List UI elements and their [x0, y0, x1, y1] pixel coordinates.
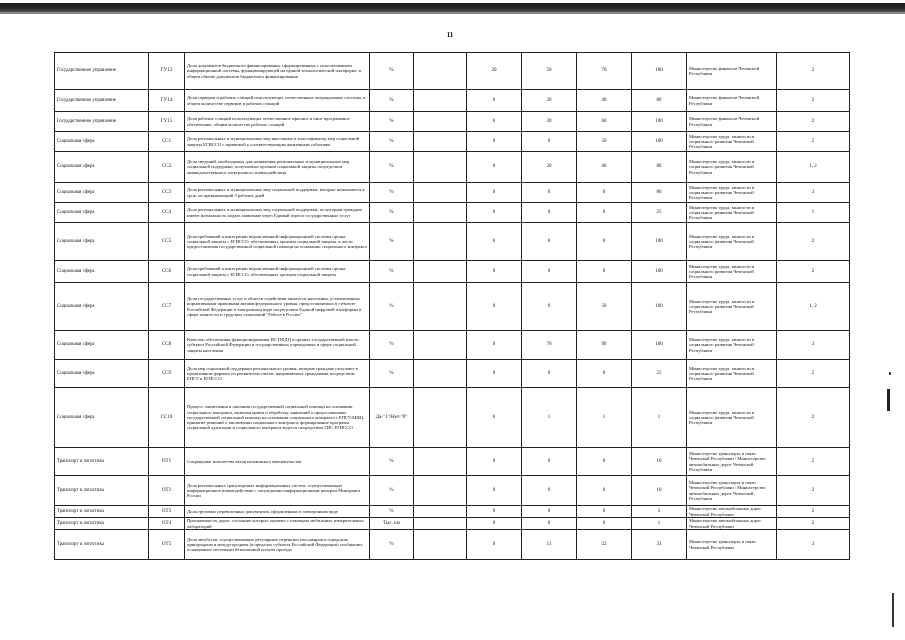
priority-cell: 1, 2: [777, 283, 850, 331]
value-2024-cell: 1: [577, 388, 632, 448]
description-cell: Доля серверов и рабочих станций использующих отечественные операционные системы, в общем количестве серверов и рабочих станций: [185, 90, 370, 112]
unit-cell: %: [370, 448, 414, 476]
description-cell: Доля автобусов, осуществляющих регулярные перевозки пассажиров в городском, пригородном и междугороднем (в пределах субъекта Российской Федерации) сообщении, оснащенных системами безналичной оплаты проезда: [185, 530, 370, 560]
value-2023-cell: 11: [522, 530, 577, 560]
table-row: [55, 112, 850, 132]
base-value-cell: [414, 90, 467, 112]
table-row: [55, 476, 850, 506]
base-value-cell: [414, 506, 467, 518]
value-2024-cell: 0: [577, 360, 632, 388]
sector-cell: Социальная сфера: [55, 360, 149, 388]
table-row: [55, 90, 850, 112]
value-2024-cell: 0: [577, 183, 632, 203]
table-row: [55, 448, 850, 476]
ministry-cell: Министерство финансов Чеченской Республики: [687, 112, 777, 132]
table-row: [55, 261, 850, 283]
ministry-cell: Министерство труда, занятости и социального развития Чеченской Республики: [687, 132, 777, 152]
table-body: [55, 53, 850, 560]
priority-cell: 2: [777, 388, 850, 448]
value-2030-cell: 25: [632, 360, 687, 388]
value-2022-cell: 0: [467, 261, 522, 283]
ministry-cell: Министерство труда, занятости и социального развития Чеченской Республики: [687, 388, 777, 448]
value-2023-cell: 50: [522, 53, 577, 90]
value-2024-cell: 0: [577, 223, 632, 261]
description-cell: Доля требований к интеграции ведомственной информационной системы органа социальной защиты с ЕГИССО, обеспеченных органом социальной защиты: [185, 261, 370, 283]
sector-cell: Социальная сфера: [55, 388, 149, 448]
value-2022-cell: 0: [467, 388, 522, 448]
code-cell: ГУ13: [149, 53, 185, 90]
table-row: [55, 506, 850, 518]
table-row: [55, 388, 850, 448]
base-value-cell: [414, 476, 467, 506]
code-cell: ОТ2: [149, 476, 185, 506]
priority-cell: 2: [777, 261, 850, 283]
sector-cell: Социальная сфера: [55, 283, 149, 331]
value-2024-cell: 22: [577, 530, 632, 560]
value-2024-cell: 0: [577, 448, 632, 476]
unit-cell: %: [370, 112, 414, 132]
ministry-cell: Министерство труда, занятости и социального развития Чеченской Республики: [687, 261, 777, 283]
value-2023-cell: 20: [522, 90, 577, 112]
description-cell: Доля требований к интеграции ведомственной информационной системы органа социальной защиты с ЕГИССО, обеспеченных органом социальной защиты, в части предоставления государственной социальной помощи на основании социального контракта: [185, 223, 370, 261]
code-cell: СС7: [149, 283, 185, 331]
description-cell: Протяженность дорог, состояние которых оценено с помощью мобильных измерительных лабораторий: [185, 518, 370, 530]
description-cell: Доля сведений, необходимых для назначения региональных и муниципальных мер социальной поддержки, получаемых органом социальной защиты посредством межведомственного электронного взаимодействия: [185, 152, 370, 183]
table-row: [55, 183, 850, 203]
priority-cell: 2: [777, 360, 850, 388]
ministry-cell: Министерство труда, занятости и социального развития Чеченской Республики: [687, 152, 777, 183]
value-2022-cell: 0: [467, 518, 522, 530]
priority-cell: 2: [777, 90, 850, 112]
unit-cell: %: [370, 90, 414, 112]
value-2024-cell: 60: [577, 112, 632, 132]
value-2023-cell: 20: [522, 112, 577, 132]
value-2024-cell: 0: [577, 518, 632, 530]
value-2030-cell: 100: [632, 53, 687, 90]
description-cell: Доля региональных и муниципальных мер социальной поддержки, по которым граждане имеют возможность подать заявление через Единый портал государственных услуг: [185, 203, 370, 223]
table-row: [55, 53, 850, 90]
value-2024-cell: 0: [577, 261, 632, 283]
unit-cell: %: [370, 261, 414, 283]
value-2024-cell: 0: [577, 506, 632, 518]
scan-top-border-shadow: [0, 12, 905, 14]
unit-cell: %: [370, 476, 414, 506]
base-value-cell: [414, 518, 467, 530]
unit-cell: %: [370, 283, 414, 331]
ministry-cell: Министерство труда, занятости и социального развития Чеченской Республики: [687, 331, 777, 360]
value-2030-cell: 1: [632, 388, 687, 448]
base-value-cell: [414, 331, 467, 360]
table-row: [55, 518, 850, 530]
unit-cell: %: [370, 360, 414, 388]
value-2024-cell: 50: [577, 132, 632, 152]
table-row: [55, 203, 850, 223]
value-2030-cell: 25: [632, 203, 687, 223]
sector-cell: Государственное управление: [55, 112, 149, 132]
table-row: [55, 360, 850, 388]
priority-cell: 2: [777, 448, 850, 476]
value-2023-cell: 0: [522, 132, 577, 152]
scan-edge-mark: [889, 372, 891, 375]
sector-cell: Транспорт и логистика: [55, 518, 149, 530]
value-2022-cell: 0: [467, 283, 522, 331]
scan-top-border: [0, 3, 905, 12]
value-2030-cell: 33: [632, 530, 687, 560]
ministry-cell: Министерство труда, занятости и социального развития Чеченской Республики: [687, 283, 777, 331]
sector-cell: Транспорт и логистика: [55, 506, 149, 518]
base-value-cell: [414, 152, 467, 183]
code-cell: СС9: [149, 360, 185, 388]
ministry-cell: Министерство транспорта и связи Чеченской Республики: [687, 530, 777, 560]
value-2023-cell: 0: [522, 360, 577, 388]
value-2022-cell: 0: [467, 530, 522, 560]
sector-cell: Социальная сфера: [55, 132, 149, 152]
code-cell: ОТ1: [149, 448, 185, 476]
description-cell: Доля документов бюджетного финансирования, сформированных с использованием информационной системы, функционирующей на единой технологической платформе, в общем объеме документов бюджетного финансирования: [185, 53, 370, 90]
value-2024-cell: 90: [577, 331, 632, 360]
unit-cell: %: [370, 331, 414, 360]
value-2023-cell: 0: [522, 283, 577, 331]
ministry-cell: Министерство транспорта и связи Чеченской Республики / Министерство автомобильных дорог Чеченской Республики: [687, 448, 777, 476]
value-2030-cell: 100: [632, 261, 687, 283]
code-cell: СС1: [149, 132, 185, 152]
unit-cell: %: [370, 53, 414, 90]
value-2022-cell: 0: [467, 203, 522, 223]
value-2030-cell: 100: [632, 331, 687, 360]
description-cell: Сокращение количества актов незаконного вмешательства: [185, 448, 370, 476]
table-row: [55, 283, 850, 331]
value-2030-cell: 5: [632, 506, 687, 518]
ministry-cell: Министерство автомобильных дорог Чеченской Республики: [687, 506, 777, 518]
value-2023-cell: 0: [522, 448, 577, 476]
code-cell: СС8: [149, 331, 185, 360]
priority-cell: 2: [777, 331, 850, 360]
table-row: [55, 331, 850, 360]
sector-cell: Социальная сфера: [55, 223, 149, 261]
value-2022-cell: 0: [467, 476, 522, 506]
description-cell: Доля региональных и муниципальных мер внесенных в классификатор мер социальной защиты ЕГИССО с привязкой к соответствующим жизненным событиям: [185, 132, 370, 152]
description-cell: Доля рабочих станций использующих отечественное офисное и иное программное обеспечение, общим количестве рабочих станций: [185, 112, 370, 132]
priority-cell: 2: [777, 112, 850, 132]
value-2030-cell: 80: [632, 90, 687, 112]
value-2023-cell: 0: [522, 203, 577, 223]
code-cell: ОТ5: [149, 530, 185, 560]
table-row: [55, 223, 850, 261]
sector-cell: Социальная сфера: [55, 183, 149, 203]
ministry-cell: Министерство финансов Чеченской Республики: [687, 53, 777, 90]
sector-cell: Социальная сфера: [55, 261, 149, 283]
description-cell: Доля государственных услуг в области содействия занятости населения, установленных нормативными правовыми актами федерального уровня, предоставляемых в субъекте Российской Федерации в электронном виде посредством Единой цифровой платформы в сфере занятости и трудовых отношений "Работа в России": [185, 283, 370, 331]
sector-cell: Государственное управление: [55, 53, 149, 90]
value-2022-cell: 0: [467, 90, 522, 112]
base-value-cell: [414, 183, 467, 203]
value-2024-cell: 0: [577, 476, 632, 506]
base-value-cell: [414, 530, 467, 560]
value-2022-cell: 0: [467, 360, 522, 388]
value-2030-cell: 10: [632, 476, 687, 506]
value-2024-cell: 0: [577, 203, 632, 223]
value-2022-cell: 0: [467, 223, 522, 261]
value-2030-cell: 100: [632, 223, 687, 261]
base-value-cell: [414, 203, 467, 223]
unit-cell: %: [370, 203, 414, 223]
value-2023-cell: 0: [522, 506, 577, 518]
description-cell: Доля региональных и муниципальных мер социальной поддержки, которые назначаются в срок, не превышающий 5 рабочих дней: [185, 183, 370, 203]
ministry-cell: Министерство труда, занятости и социального развития Чеченской Республики: [687, 360, 777, 388]
value-2024-cell: 70: [577, 53, 632, 90]
ministry-cell: Министерство транспорта и связи Чеченской Республики / Министерство автомобильных дорог Чеченской Республики: [687, 476, 777, 506]
value-2030-cell: 100: [632, 132, 687, 152]
unit-cell: %: [370, 152, 414, 183]
value-2022-cell: 0: [467, 112, 522, 132]
base-value-cell: [414, 112, 467, 132]
value-2024-cell: 40: [577, 90, 632, 112]
priority-cell: 2: [777, 223, 850, 261]
code-cell: ГУ15: [149, 112, 185, 132]
unit-cell: %: [370, 132, 414, 152]
unit-cell: Тыс. км: [370, 518, 414, 530]
priority-cell: 2: [777, 506, 850, 518]
ministry-cell: Министерство финансов Чеченской Республики: [687, 90, 777, 112]
table-row: [55, 530, 850, 560]
base-value-cell: [414, 261, 467, 283]
code-cell: СС5: [149, 223, 185, 261]
value-2030-cell: 10: [632, 448, 687, 476]
code-cell: СС3: [149, 183, 185, 203]
code-cell: СС4: [149, 203, 185, 223]
sector-cell: Социальная сфера: [55, 331, 149, 360]
value-2023-cell: 0: [522, 183, 577, 203]
base-value-cell: [414, 448, 467, 476]
priority-cell: 2: [777, 132, 850, 152]
sector-cell: Социальная сфера: [55, 152, 149, 183]
ministry-cell: Министерство труда, занятости и социального развития Чеченской Республики: [687, 203, 777, 223]
base-value-cell: [414, 53, 467, 90]
value-2024-cell: 50: [577, 283, 632, 331]
description-cell: Доля региональных транспортных информационных систем, осуществляющих информационное взаимодействие с ситуационно-информационным центром Минтранса России: [185, 476, 370, 506]
sector-cell: Государственное управление: [55, 90, 149, 112]
value-2023-cell: 0: [522, 476, 577, 506]
value-2022-cell: 0: [467, 506, 522, 518]
value-2024-cell: 40: [577, 152, 632, 183]
base-value-cell: [414, 388, 467, 448]
code-cell: СС2: [149, 152, 185, 183]
value-2023-cell: 1: [522, 388, 577, 448]
value-2023-cell: 70: [522, 331, 577, 360]
value-2022-cell: 0: [467, 331, 522, 360]
priority-cell: 2: [777, 476, 850, 506]
code-cell: СС6: [149, 261, 185, 283]
value-2030-cell: 80: [632, 183, 687, 203]
description-cell: Доля мер социальной поддержки регионального уровня, которые граждане получают в проактивном формате по реквизитам счетов, направляемых гражданами посредством ЕПГУ в ЕГИССО: [185, 360, 370, 388]
code-cell: ГУ14: [149, 90, 185, 112]
scan-edge-mark: [887, 389, 890, 411]
base-value-cell: [414, 283, 467, 331]
unit-cell: %: [370, 183, 414, 203]
base-value-cell: [414, 223, 467, 261]
priority-cell: 2: [777, 518, 850, 530]
value-2030-cell: 100: [632, 112, 687, 132]
value-2023-cell: 0: [522, 518, 577, 530]
sector-cell: Транспорт и логистика: [55, 530, 149, 560]
priority-cell: 2: [777, 183, 850, 203]
value-2030-cell: 100: [632, 283, 687, 331]
unit-cell: %: [370, 223, 414, 261]
priority-cell: 1, 2: [777, 152, 850, 183]
value-2022-cell: 0: [467, 132, 522, 152]
value-2022-cell: 0: [467, 183, 522, 203]
sector-cell: Социальная сфера: [55, 203, 149, 223]
value-2023-cell: 0: [522, 261, 577, 283]
sector-cell: Транспорт и логистика: [55, 476, 149, 506]
value-2030-cell: 1: [632, 518, 687, 530]
description-cell: Доля грузовых перевозочных документов, оформленных в электронном виде: [185, 506, 370, 518]
value-2023-cell: 0: [522, 223, 577, 261]
code-cell: ОТ3: [149, 506, 185, 518]
unit-cell: %: [370, 506, 414, 518]
value-2022-cell: 20: [467, 53, 522, 90]
unit-cell: Да-"1"/Нет-"0": [370, 388, 414, 448]
ministry-cell: Министерство автомобильных дорог Чеченской Республики: [687, 518, 777, 530]
base-value-cell: [414, 132, 467, 152]
page-number: 11: [446, 31, 454, 39]
value-2022-cell: 0: [467, 448, 522, 476]
priority-cell: 2: [777, 53, 850, 90]
value-2022-cell: 0: [467, 152, 522, 183]
value-2030-cell: 80: [632, 152, 687, 183]
description-cell: Процесс заключения и оказания государственной социальной помощи на основании социального контракта, включая прием и обработку заявлений о предоставлении государственной социальной помощи на основании социального контракта с ЕПГУ/МФЦ, принятие решений о заключении социального контракта, формирование программ социальной адаптации и социального контракта ведется посредством ГИС ЕГИССО: [185, 388, 370, 448]
unit-cell: %: [370, 530, 414, 560]
table-row: [55, 152, 850, 183]
code-cell: ОТ4: [149, 518, 185, 530]
priority-cell: 2: [777, 530, 850, 560]
table-row: [55, 132, 850, 152]
ministry-cell: Министерство труда, занятости и социального развития Чеченской Республики: [687, 183, 777, 203]
code-cell: СС10: [149, 388, 185, 448]
ministry-cell: Министерство труда, занятости и социального развития Чеченской Республики: [687, 223, 777, 261]
indicators-table: [54, 52, 850, 560]
sector-cell: Транспорт и логистика: [55, 448, 149, 476]
scan-edge-mark: [892, 593, 894, 627]
priority-cell: 1: [777, 203, 850, 223]
description-cell: Качество обеспечения функционирования ИС ПКДЦ в органах государственной власти субъекта Российской Федерации и государственных учреждениях в сфере социальной защиты населения: [185, 331, 370, 360]
base-value-cell: [414, 360, 467, 388]
value-2023-cell: 20: [522, 152, 577, 183]
